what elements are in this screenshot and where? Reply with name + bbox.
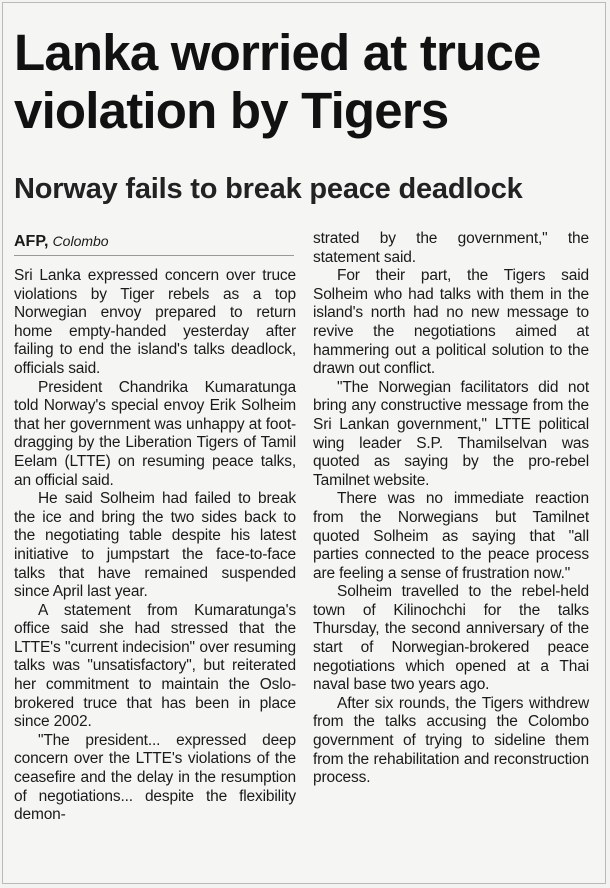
- article-column-1: [14, 267, 296, 825]
- paragraph: After six rounds, the Tigers withdrew from the talks accusing the Colombo government of trying to sideline them from the rehabilitation and reconstruction process.: [313, 694, 589, 787]
- paragraph: A statement from Kumaratunga's office said she had stressed that the LTTE's "current indecision" over resuming talks was "unsatisfactory", but reiterated her commitment to maintain the Oslo-brokered truce that has been in place since 2002.: [14, 601, 296, 731]
- paragraph: "The president... expressed deep concern over the LTTE's violations of the ceasefire and the delay in the resumption of negotiations... despite the flexibility demon-: [14, 731, 296, 824]
- paragraph: Solheim travelled to the rebel-held town of Kilinochchi for the talks Thursday, the second anniversary of the start of Norwegian-brokered peace negotiations which opened at a Thai naval base two years ago.: [313, 583, 589, 694]
- paragraph: For their part, the Tigers said Solheim who had talks with them in the island's north had no new message to revive the negotiations aimed at hammering out a political solution to the drawn out conflict.: [313, 267, 589, 378]
- paragraph: Sri Lanka expressed concern over truce violations by Tiger rebels as a top Norwegian envoy prepared to return home empty-handed yesterday after failing to end the island's talks deadlock, officials said.: [14, 267, 296, 377]
- article-column-2: [313, 230, 589, 788]
- paragraph: He said Solheim had failed to break the ice and bring the two sides back to the negotiating table despite his latest initiative to jumpstart the face-to-face talks that have remained suspended since April last year.: [14, 490, 296, 601]
- byline-rule: [14, 255, 294, 256]
- paragraph: strated by the government," the statement said.: [313, 230, 589, 266]
- paragraph: "The Norwegian facilitators did not bring any constructive message from the Sri Lankan government," LTTE political wing leader S.P. Thamilselvan was quoted as saying by the pro-rebel Tamilnet website.: [313, 378, 589, 489]
- paragraph: President Chandrika Kumaratunga told Norway's special envoy Erik Solheim that her government was unhappy at foot-dragging by the Liberation Tigers of Tamil Eelam (LTTE) on resuming peace talks, an official said.: [14, 378, 296, 489]
- byline: [14, 231, 109, 252]
- byline-location: Colombo: [52, 233, 109, 249]
- subheadline: Norway fails to break peace deadlock: [14, 173, 523, 205]
- byline-agency: AFP,: [14, 233, 49, 250]
- paragraph: There was no immediate reaction from the Norwegians but Tamilnet quoted Solheim as saying that "all parties connected to the peace process are feeling a sense of frustration now.": [313, 490, 589, 582]
- headline: Lanka worried at truce violation by Tigers: [14, 24, 541, 139]
